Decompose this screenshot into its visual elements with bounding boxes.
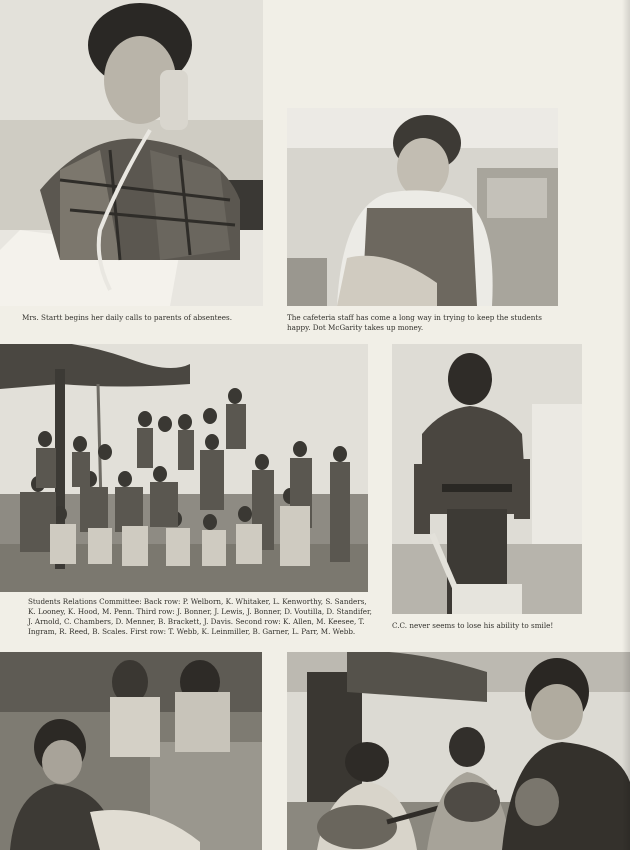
caption-cc: C.C. never seems to lose his ability to smile! xyxy=(392,621,554,630)
photo-students-relations-committee xyxy=(0,344,368,592)
caption-cafeteria: The cafeteria staff has come a long way in trying to keep the students happy. Dot McGarity takes up money. xyxy=(287,313,542,332)
photo-cafeteria-image xyxy=(287,108,558,306)
photo-cc xyxy=(392,344,582,614)
photo-cafeteria-staff xyxy=(287,108,558,306)
photo-guitar-players xyxy=(287,652,630,850)
photo-grass-image xyxy=(0,652,262,850)
photo-guitar-image xyxy=(287,652,630,850)
photo-mrs-startt-image xyxy=(0,0,263,306)
page-edge-shadow xyxy=(622,0,630,850)
photo-cc-image xyxy=(392,344,582,614)
photo-students-on-grass xyxy=(0,652,262,850)
photo-mrs-startt-phone xyxy=(0,0,263,306)
photo-committee-image xyxy=(0,344,368,592)
caption-committee: Students Relations Committee: Back row: P. Welborn, K. Whitaker, L. Kenworthy, S. Sanders, K. Looney, K. Hood, M. Penn. Third row: J. Bonner, J. Lewis, J. Bonner, D. Voutilla, D. Standifer, J. Arnold, C. Chambers, D. Menner, B. Brackett, J. Davis. Second row: K. Allen, M. Keesee, T. Ingram, R. Reed, B. Scales. First row: T. Webb, K. Leinmiller, B. Garner, L. Parr, M. Webb. xyxy=(28,597,372,636)
caption-mrs-startt: Mrs. Startt begins her daily calls to parents of absentees. xyxy=(22,313,232,322)
